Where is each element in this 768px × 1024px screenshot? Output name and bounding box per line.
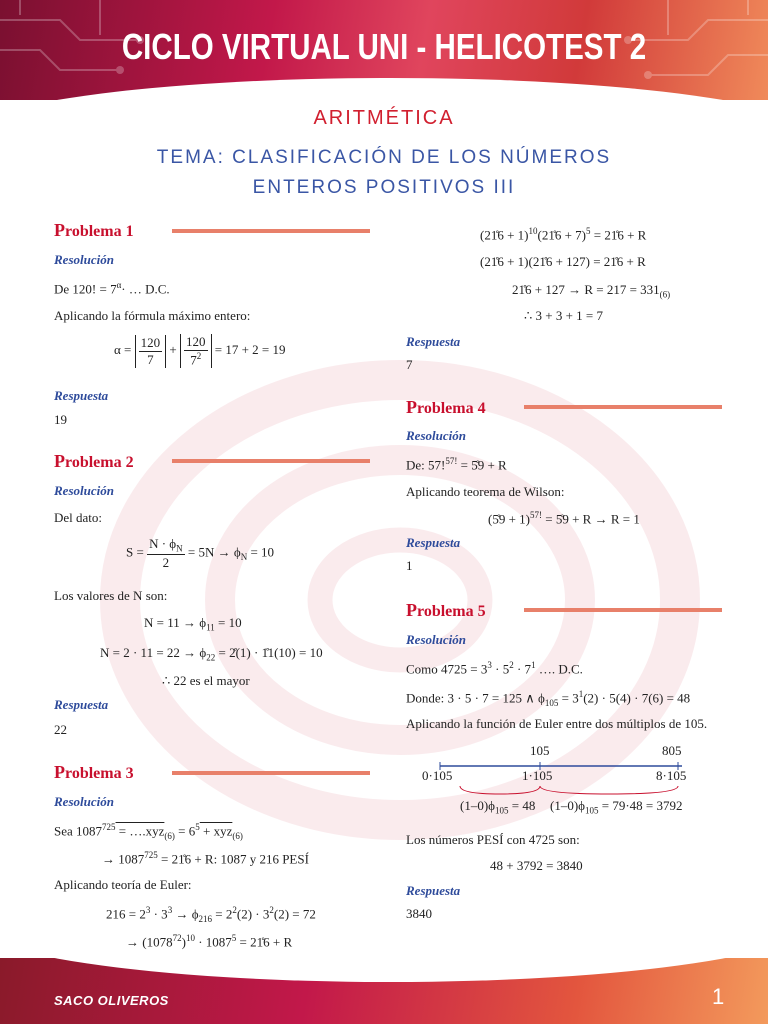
problem-5-answer: 3840 xyxy=(406,906,432,921)
page-title: CICLO VIRTUAL UNI - HELICOTEST 2 xyxy=(121,26,647,67)
problem-1-heading: Problema 1 xyxy=(54,220,134,240)
problem-3-line-1: Sea $1087^{725}$ = ….xyz$_{(6)}$ = $6^5 + xyz_{(6)}$ xyxy=(54,822,243,841)
resolution-label: Resolución xyxy=(54,483,114,498)
problem-3-line-4: $216 = 2^3 \cdot 3^3 \to \phi_{216} = 2^2(2) \cdot 3^2(2) = 72$ xyxy=(106,905,316,924)
problem-3-line-3: Aplicando teoría de Euler: xyxy=(54,877,192,892)
problem-4-heading: Problema 4 xyxy=(406,397,486,417)
interval-braces xyxy=(460,786,678,794)
problem-1-line-1: De 120! = $7^\alpha\cdot$ … D.C. xyxy=(54,280,170,297)
resolution-label: Resolución xyxy=(54,794,114,809)
problem-5-rule xyxy=(524,608,722,612)
problem-2-line-1: Del dato: xyxy=(54,510,103,525)
problem-3-cont-line-2: (21̊6 + 1)(21̊6 + 127) = 21̊6 + R xyxy=(480,254,646,269)
nl-bottom-label-1: 0·105 xyxy=(422,768,453,783)
page-footer xyxy=(0,958,768,1024)
topic-line-2: ENTEROS POSITIVOS III xyxy=(252,177,516,198)
problem-3-answer: 7 xyxy=(406,357,413,372)
nl-top-label-1: 105 xyxy=(530,743,550,758)
problem-4-rule xyxy=(524,405,722,409)
problem-5-heading: Problema 5 xyxy=(406,600,486,620)
problem-3-heading: Problema 3 xyxy=(54,762,134,782)
problem-3-rule xyxy=(172,771,370,775)
problem-1-answer: 19 xyxy=(54,412,67,427)
problem-4-line-3: (5̊9 + 1)$^{57!}$ = 5̊9 + R → R = 1 xyxy=(488,510,640,527)
answer-label: Respuesta xyxy=(406,535,461,550)
nl-count-2: $(1-0)\phi_{105} = 79\cdot 48 = 3792$ xyxy=(550,798,683,816)
problem-3-cont-line-4: ∴ 3 + 3 + 1 = 7 xyxy=(524,308,604,323)
problem-5-line-3: Aplicando la función de Euler entre dos múltiplos de 105. xyxy=(406,716,708,731)
problem-2-line-2: Los valores de N son: xyxy=(54,588,168,603)
brand-logo: SACO OLIVEROS xyxy=(54,993,169,1008)
problem-2-line-4: $N = 2 \cdot 11 = 22 \to \phi_{22}$ = 2̊(1) · 1̊1(10) = 10 xyxy=(100,645,323,663)
problem-3-line-2: → $1087^{725}$ = 21̊6 + R: 1087 y 216 PESÍ xyxy=(102,850,309,867)
nl-top-label-2: 805 xyxy=(662,743,682,758)
problem-1-line-2: Aplicando la fórmula máximo entero: xyxy=(54,308,251,323)
problem-5-line-1: Como $4725 = 3^3 \cdot 5^2 \cdot 7^1$ …. D.C. xyxy=(406,660,583,677)
page-number: 1 xyxy=(712,984,725,1009)
resolution-label: Resolución xyxy=(54,252,114,267)
problem-5-line-4: Los números PESÍ con 4725 son: xyxy=(406,832,580,847)
problem-4-answer: 1 xyxy=(406,558,413,573)
topic-line-1: TEMA: CLASIFICACIÓN DE LOS NÚMEROS xyxy=(156,147,612,168)
problem-2-formula: S = $\frac{N \cdot \phi_N}{2}$ = $5N \to \phi_N = 10$ xyxy=(126,536,275,570)
answer-label: Respuesta xyxy=(54,697,109,712)
nl-bottom-label-3: 8·105 xyxy=(656,768,687,783)
answer-label: Respuesta xyxy=(54,388,109,403)
problem-4-line-1: De: 57!$^{57!}$ = 5̊9 + R xyxy=(406,456,507,473)
topic-title xyxy=(0,143,768,203)
subject-title: ARITMÉTICA xyxy=(313,107,455,129)
problem-3-cont-line-3: 21̊6 + $127 \to R = 217 = 331_{(6)}$ xyxy=(512,282,671,300)
problem-2-answer: 22 xyxy=(54,722,67,737)
problem-3-cont-line-1: (21̊6 + 1)$^{10}$(21̊6 + 7)$^5$ = 21̊6 + R xyxy=(480,226,647,243)
answer-label: Respuesta xyxy=(406,883,461,898)
problem-5-line-5: 48 + 3792 = 3840 xyxy=(490,858,583,873)
footer-wave xyxy=(0,958,768,982)
resolution-label: Resolución xyxy=(406,428,466,443)
problem-1-rule xyxy=(172,229,370,233)
problem-3-line-5: → $(1078^{72})^{10} \cdot 1087^5$ = 21̊6 + R xyxy=(126,933,293,950)
nl-count-1: $(1-0)\phi_{105} = 48$ xyxy=(460,798,536,816)
problem-5-line-2: Donde: 3 · 5 · 7 = 125 ∧ $\phi_{105} = 3^1(2) \cdot 5(4) \cdot 7(6) = 48$ xyxy=(406,689,691,708)
nl-bottom-label-2: 1·105 xyxy=(522,768,553,783)
problem-1-formula: α = $\frac{120}{7}$ + $\frac{120}{7^2}$ = 17 + 2 = 19 xyxy=(114,334,286,368)
problem-2-line-3: $N = 11 \to \phi_{11} = 10$ xyxy=(144,615,242,633)
resolution-label: Resolución xyxy=(406,632,466,647)
problem-2-line-5: ∴ 22 es el mayor xyxy=(162,673,250,688)
problem-2-heading: Problema 2 xyxy=(54,451,134,471)
problem-4-line-2: Aplicando teorema de Wilson: xyxy=(406,484,565,499)
answer-label: Respuesta xyxy=(406,334,461,349)
problem-2-rule xyxy=(172,459,370,463)
